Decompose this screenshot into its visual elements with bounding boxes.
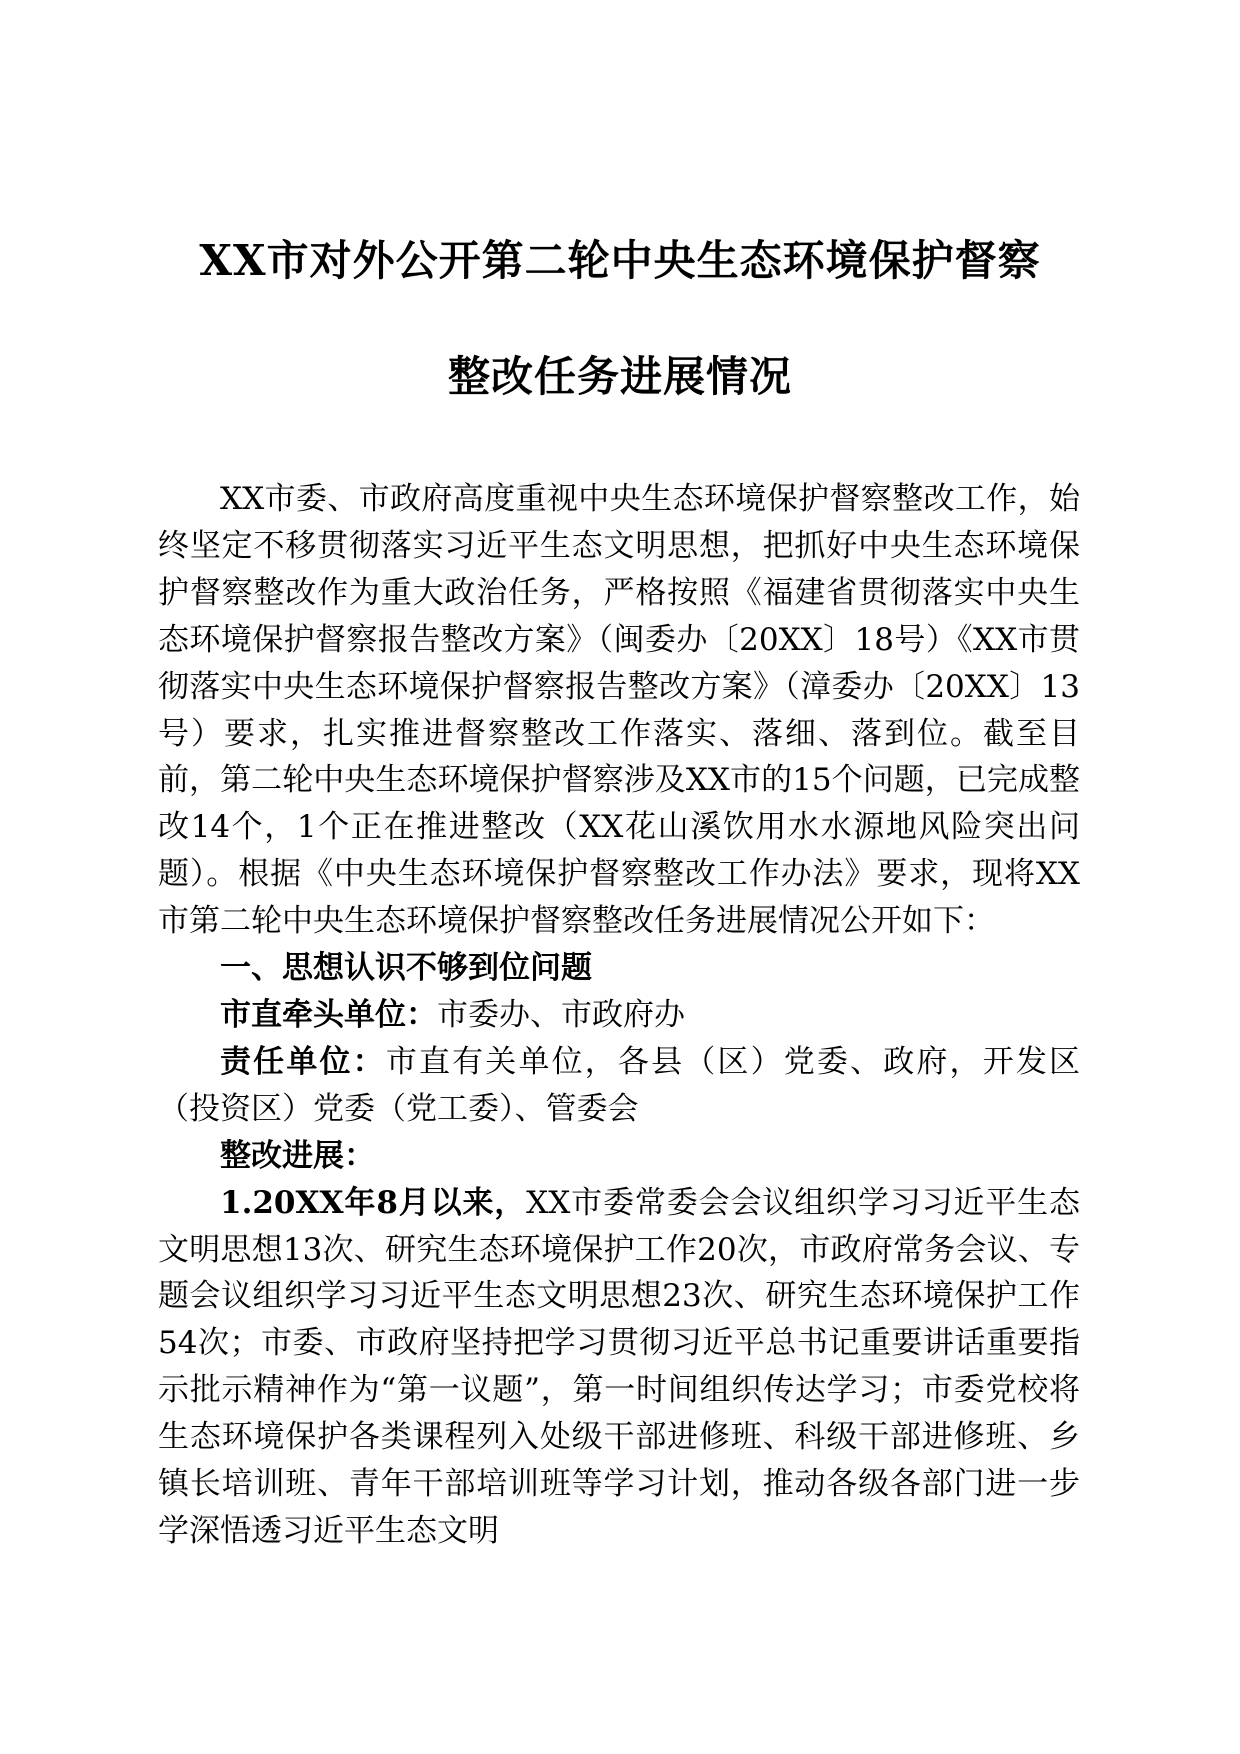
progress-item-1 [158, 1180, 1080, 1555]
lead-unit-value: 市委办、市政府办 [437, 996, 685, 1033]
lead-unit-label: 市直牵头单位： [220, 996, 437, 1033]
responsible-unit-label: 责任单位： [220, 1043, 386, 1080]
progress-label-paragraph [158, 1133, 1080, 1180]
section-heading-text: 一、思想认识不够到位问题 [220, 950, 592, 987]
section-heading [158, 945, 1080, 992]
progress-label: 整改进展： [220, 1137, 375, 1174]
lead-unit-paragraph [158, 992, 1080, 1039]
intro-paragraph: XX市委、市政府高度重视中央生态环境保护督察整改工作，始终坚定不移贯彻落实习近平生态文明思想，把抓好中央生态环境保护督察整改作为重大政治任务，严格按照《福建省贯彻落实中央生态环境保护督察报告整改方案》（闽委办〔20XX〕18号）《XX市贯彻落实中央生态环境保护督察报告整改方案》（漳委办〔20XX〕13号）要求，扎实推进督察整改工作落实、落细、落到位。截至目前，第二轮中央生态环境保护督察涉及XX市的15个问题，已完成整改14个，1个正在推进整改（XX花山溪饮用水水源地风险突出问题）。根据《中央生态环境保护督察整改工作办法》要求，现将XX市第二轮中央生态环境保护督察整改任务进展情况公开如下： [158, 481, 1080, 940]
document-title-line-2: 整改任务进展情况 [447, 352, 792, 401]
progress-item-1-text: XX市委常委会会议组织学习习近平生态文明思想13次、研究生态环境保护工作20次，市政府常务会议、专题会议组织学习习近平生态文明思想23次、研究生态环境保护工作54次；市委、市政府坚持把学习贯彻习近平总书记重要讲话重要指示批示精神作为“第一议题”，第一时间组织传达学习；市委党校将生态环境保护各类课程列入处级干部进修班、科级干部进修班、乡镇长培训班、青年干部培训班等学习计划，推动各级各部门进一步学深悟透习近平生态文明 [158, 1184, 1080, 1549]
responsible-unit-paragraph [158, 1039, 1080, 1133]
document-body [158, 476, 1080, 1555]
progress-item-1-lead: 1.20XX年8月以来， [220, 1184, 527, 1221]
document-title-line-1: XX市对外公开第二轮中央生态环境保护督察 [199, 236, 1041, 285]
responsible-unit-value: 市直有关单位，各县（区）党委、政府，开发区（投资区）党委（党工委）、管委会 [158, 1043, 1081, 1127]
